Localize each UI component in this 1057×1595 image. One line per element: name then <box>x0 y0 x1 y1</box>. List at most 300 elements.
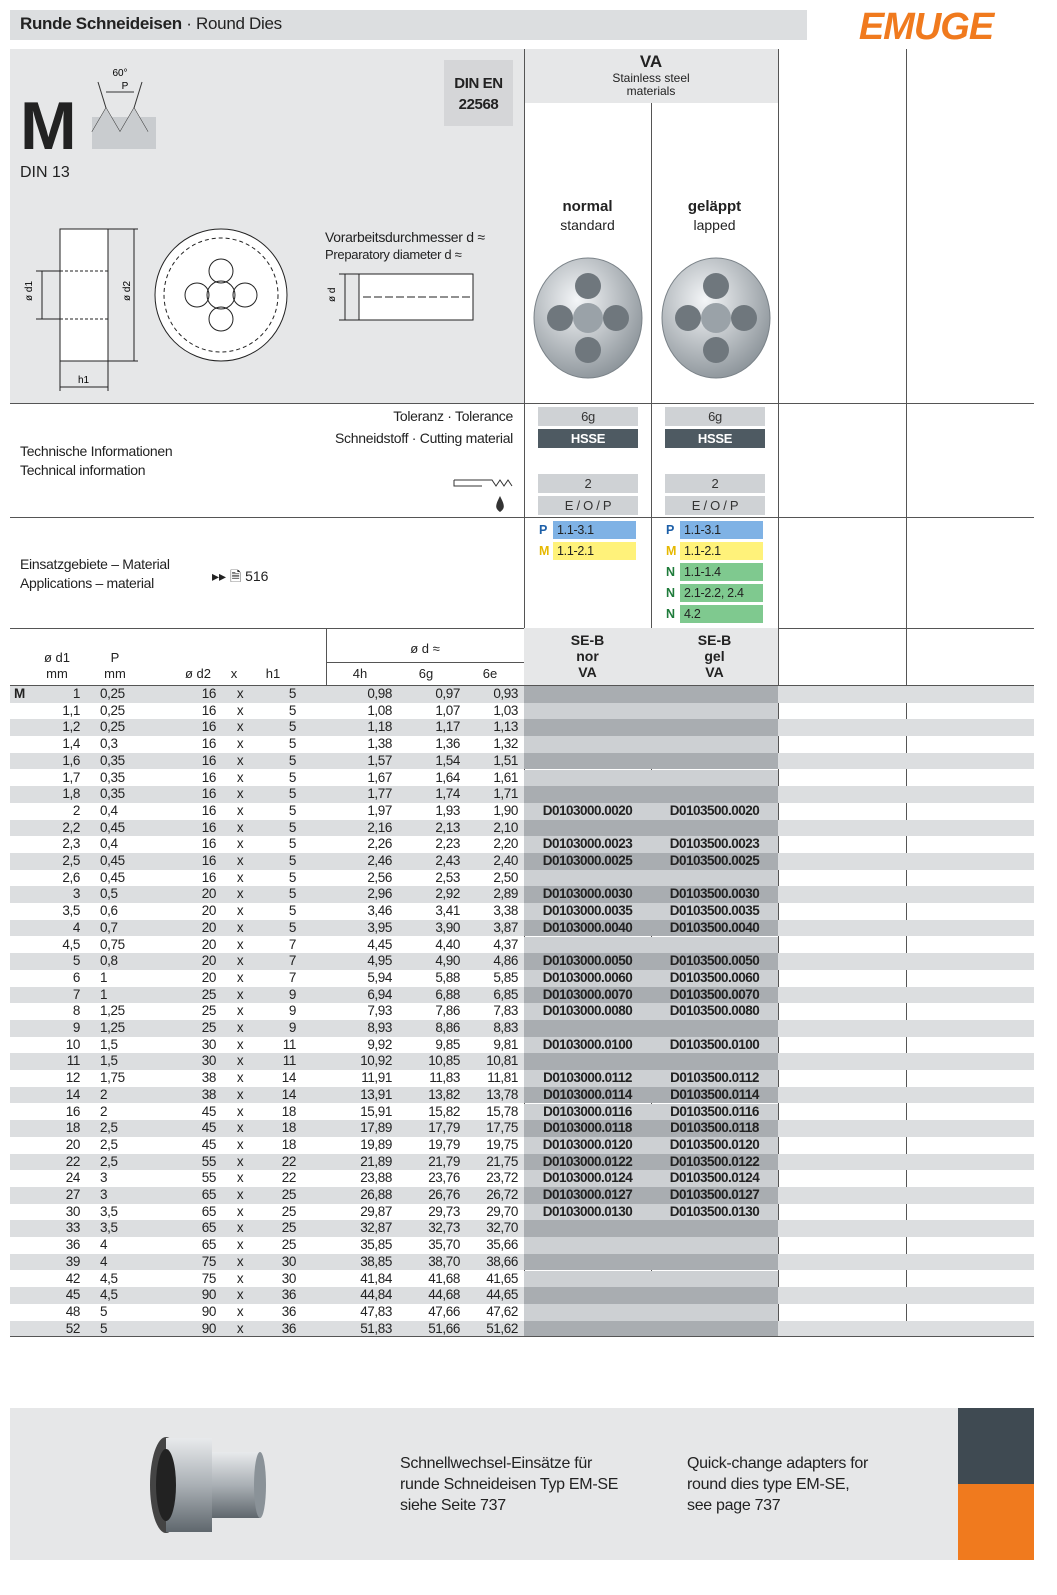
order-cell-bg <box>524 1304 778 1321</box>
cell-d-4h: 7,93 <box>367 1003 392 1019</box>
cell-d-6e: 4,86 <box>493 953 518 969</box>
cell-d1: 42 <box>65 1270 80 1286</box>
page-title: Runde Schneideisen · Round Dies <box>20 14 282 33</box>
cell-d2: 16 <box>201 769 216 785</box>
table-row <box>10 1170 1034 1187</box>
cell-d1: 48 <box>65 1303 80 1319</box>
cell-d2: 38 <box>201 1070 216 1086</box>
cell-d-4h: 41,84 <box>360 1270 392 1286</box>
apps-title-en: Applications – material <box>20 575 154 591</box>
cell-d-6e: 1,03 <box>493 702 518 718</box>
cell-h1: 5 <box>288 853 296 868</box>
cell-d-4h: 1,77 <box>367 786 392 802</box>
cell-d-6g: 17,79 <box>428 1120 460 1136</box>
cell-d-6e: 3,38 <box>493 903 518 919</box>
cell-d-6g: 32,73 <box>428 1220 460 1236</box>
table-row <box>10 753 1034 770</box>
cell-x: x <box>236 1220 244 1236</box>
cell-order-lapped[interactable]: D0103500.0122 <box>669 1153 760 1169</box>
cell-pitch: 4,5 <box>100 1270 118 1286</box>
cell-order-lapped[interactable]: D0103500.0030 <box>669 886 760 902</box>
cell-h1: 5 <box>288 752 296 768</box>
order-cell-bg <box>524 1287 778 1304</box>
cell-d-4h: 19,89 <box>360 1136 392 1152</box>
cell-h1: 5 <box>288 702 296 718</box>
cell-d-6g: 21,79 <box>428 1153 460 1169</box>
cell-d-4h: 4,95 <box>367 953 392 969</box>
cell-pitch: 0,5 <box>100 886 118 902</box>
table-row <box>10 920 1034 937</box>
order-cell-bg <box>524 937 778 954</box>
cell-d2: 65 <box>201 1220 216 1236</box>
footer-text-en: Quick-change adapters for round dies type EM-SE, see page 737 <box>687 1455 869 1514</box>
table-row <box>10 1271 1034 1288</box>
cutting-material-normal: HSSE <box>538 429 638 448</box>
footer-block-orange <box>958 1484 1034 1560</box>
cell-d-6e: 38,66 <box>486 1253 518 1269</box>
cell-h1: 9 <box>288 1020 296 1035</box>
cell-h1: 7 <box>288 969 296 985</box>
cell-d1: 1,8 <box>62 786 80 802</box>
cell-d-6e: 47,62 <box>486 1303 518 1319</box>
cell-d-6e: 1,90 <box>493 802 518 818</box>
cell-d1: 4,5 <box>62 936 80 952</box>
thread-letter: M <box>20 88 75 164</box>
cell-h1: 7 <box>288 936 296 952</box>
table-row <box>10 1204 1034 1221</box>
cell-order-normal[interactable]: D0103000.0020 <box>542 802 633 818</box>
cell-d-6g: 1,93 <box>435 802 460 818</box>
cell-d-4h: 23,88 <box>360 1170 392 1186</box>
cell-order-normal[interactable]: D0103000.0130 <box>542 1203 633 1219</box>
cell-d2: 90 <box>201 1320 216 1336</box>
col-order-normal: SE-B nor VA <box>570 632 605 680</box>
din-en-badge: DIN EN 22568 <box>444 60 513 126</box>
cell-d-6e: 2,40 <box>493 853 518 868</box>
cell-d-6e: 44,65 <box>486 1287 518 1303</box>
cell-d1: 36 <box>65 1237 80 1253</box>
table-row <box>10 786 1034 803</box>
order-cell-bg <box>524 703 778 720</box>
cell-pitch: 1,5 <box>100 1053 118 1069</box>
order-cell-bg <box>524 1237 778 1254</box>
cell-d2: 45 <box>201 1120 216 1136</box>
cell-d-6e: 11,81 <box>487 1070 518 1086</box>
blank-drawing <box>325 266 485 326</box>
cell-d-6g: 2,92 <box>435 886 460 902</box>
cell-d-4h: 44,84 <box>360 1287 392 1303</box>
cell-pitch: 0,45 <box>100 819 125 835</box>
cell-d2: 16 <box>201 702 216 718</box>
cell-pitch: 0,25 <box>100 702 125 718</box>
cell-order-normal[interactable]: D0103000.0122 <box>542 1153 633 1169</box>
cell-d-4h: 9,92 <box>367 1036 392 1052</box>
cell-h1: 36 <box>281 1320 296 1336</box>
table-row <box>10 736 1034 753</box>
cell-pitch: 1,5 <box>100 1036 118 1052</box>
table-row <box>10 1220 1034 1237</box>
cell-h1: 18 <box>281 1120 296 1136</box>
die-photo-lapped <box>660 256 772 380</box>
cell-pitch: 2,5 <box>100 1153 118 1169</box>
cell-d-6e: 35,66 <box>486 1237 518 1253</box>
cell-d-6g: 1,74 <box>435 786 460 802</box>
cell-h1: 5 <box>288 919 296 935</box>
cell-d2: 55 <box>201 1170 216 1186</box>
cell-d-4h: 2,16 <box>367 819 392 835</box>
cell-d-4h: 2,96 <box>367 886 392 902</box>
coolant-normal: E / O / P <box>538 496 638 515</box>
cell-pitch: 0,3 <box>100 736 118 752</box>
cell-d-4h: 1,97 <box>367 802 392 818</box>
cell-h1: 22 <box>281 1153 296 1169</box>
cell-pitch: 0,25 <box>100 719 125 735</box>
cell-d1: 4 <box>72 919 80 935</box>
svg-text:ø d: ø d <box>327 287 338 302</box>
table-row <box>10 1070 1034 1087</box>
variant-normal-en: standard <box>560 217 615 233</box>
cell-d2: 16 <box>201 853 216 868</box>
col-h1: h1 <box>265 666 281 681</box>
col-p: P <box>110 650 120 665</box>
table-row <box>10 1037 1034 1054</box>
cell-d-6g: 41,68 <box>428 1270 460 1286</box>
cell-h1: 9 <box>288 1003 296 1019</box>
cell-h1: 11 <box>282 1053 296 1069</box>
cell-d-4h: 2,56 <box>367 869 392 885</box>
table-row <box>10 1187 1034 1204</box>
chamfer-normal: 2 <box>538 474 638 493</box>
cell-x: x <box>236 1136 244 1152</box>
cell-h1: 7 <box>288 953 296 969</box>
cell-d-6e: 7,83 <box>493 1003 518 1019</box>
cell-x: x <box>236 903 244 919</box>
footer-block-dark <box>958 1408 1034 1484</box>
cell-order-lapped[interactable]: D0103500.0023 <box>669 836 760 852</box>
cell-d2: 55 <box>201 1153 216 1169</box>
cell-d-6e: 21,75 <box>486 1153 518 1169</box>
cell-order-lapped[interactable]: D0103500.0124 <box>669 1170 760 1186</box>
cell-x: x <box>236 686 244 701</box>
cell-d1: 1,1 <box>62 702 80 718</box>
cell-x: x <box>236 736 244 752</box>
cell-h1: 5 <box>288 786 296 802</box>
order-cell-bg <box>524 770 778 787</box>
col-d1-unit: mm <box>46 666 68 681</box>
cell-d-6e: 41,65 <box>486 1270 518 1286</box>
cell-d1: 14 <box>65 1086 80 1102</box>
cell-h1: 25 <box>281 1203 296 1219</box>
cell-d2: 65 <box>201 1187 216 1202</box>
cell-d-4h: 5,94 <box>367 969 392 985</box>
cell-x: x <box>236 1020 244 1035</box>
cell-order-normal[interactable]: D0103000.0023 <box>542 836 633 852</box>
cell-d-6e: 8,83 <box>493 1020 518 1035</box>
cell-h1: 36 <box>281 1303 296 1319</box>
cell-d-6e: 26,72 <box>486 1187 518 1202</box>
die-drawing <box>16 215 316 395</box>
cell-d1: 2,6 <box>62 869 80 885</box>
svg-text:ø d2: ø d2 <box>122 280 133 301</box>
cell-d-6e: 17,75 <box>486 1120 518 1136</box>
cell-order-normal[interactable]: D0103000.0060 <box>542 969 633 985</box>
cell-order-normal[interactable]: D0103000.0025 <box>542 853 633 868</box>
cell-d-6e: 1,61 <box>493 769 518 785</box>
cell-d2: 16 <box>201 686 216 701</box>
cell-d-6g: 13,82 <box>428 1086 460 1102</box>
cell-d-6g: 6,88 <box>435 986 460 1002</box>
cell-d-6g: 1,64 <box>435 769 460 785</box>
cell-d1: 9 <box>72 1020 80 1035</box>
cell-h1: 30 <box>281 1270 296 1286</box>
cell-h1: 5 <box>288 686 296 701</box>
cell-d-6g: 1,07 <box>435 702 460 718</box>
col-d2: ø d2 <box>184 666 211 681</box>
cell-d1: 1 <box>72 686 80 701</box>
cell-d2: 45 <box>201 1136 216 1152</box>
cell-d1: 33 <box>65 1220 80 1236</box>
cell-pitch: 3 <box>100 1187 108 1202</box>
cell-d1: 2,3 <box>62 836 80 852</box>
order-cell-bg <box>524 719 778 736</box>
table-row <box>10 1254 1034 1271</box>
cell-d-6e: 9,81 <box>493 1036 518 1052</box>
cell-d-6e: 15,78 <box>486 1103 518 1119</box>
cell-pitch: 0,6 <box>100 903 118 919</box>
cell-d-4h: 35,85 <box>360 1237 392 1253</box>
table-row <box>10 719 1034 736</box>
cell-h1: 18 <box>281 1136 296 1152</box>
cell-order-lapped[interactable]: D0103500.0035 <box>669 903 760 919</box>
cell-x: x <box>236 769 244 785</box>
cell-order-normal[interactable]: D0103000.0050 <box>542 953 633 969</box>
cell-order-normal[interactable]: D0103000.0080 <box>542 1003 633 1019</box>
col-6e: 6e <box>482 666 498 681</box>
prep-diameter-de: Vorarbeitsdurchmesser d ≈ <box>325 229 485 245</box>
cell-d2: 90 <box>201 1287 216 1303</box>
cell-order-normal[interactable]: D0103000.0040 <box>542 919 633 935</box>
cell-d1: 2,2 <box>62 819 80 835</box>
table-row <box>10 853 1034 870</box>
cell-pitch: 0,35 <box>100 786 125 802</box>
cell-d2: 16 <box>201 819 216 835</box>
emuge-logo <box>808 10 1038 42</box>
cell-x: x <box>236 1070 244 1086</box>
cell-order-lapped[interactable]: D0103500.0127 <box>669 1187 760 1202</box>
cell-order-normal[interactable]: D0103000.0100 <box>542 1036 633 1052</box>
cell-d-4h: 1,67 <box>367 769 392 785</box>
col-order-lapped: SE-B gel VA <box>697 632 732 680</box>
cell-d-6g: 0,97 <box>435 686 460 701</box>
cell-pitch: 0,45 <box>100 853 125 868</box>
cell-order-lapped[interactable]: D0103500.0116 <box>670 1103 759 1119</box>
cell-d-6e: 2,89 <box>493 886 518 902</box>
cell-h1: 14 <box>281 1086 296 1102</box>
cell-d-6g: 19,79 <box>428 1136 460 1152</box>
cell-d1: 39 <box>65 1253 80 1269</box>
cell-d2: 90 <box>201 1303 216 1319</box>
app-lapped-P: P 1.1-3.1 <box>664 521 680 539</box>
cell-d2: 20 <box>201 919 216 935</box>
cell-d-4h: 1,08 <box>367 702 392 718</box>
cell-pitch: 3,5 <box>100 1203 118 1219</box>
col-d1: ø d1 <box>43 650 70 665</box>
cell-h1: 5 <box>288 869 296 885</box>
cell-pitch: 3 <box>100 1170 108 1186</box>
cell-d-6e: 0,93 <box>493 686 518 701</box>
apps-page-ref[interactable]: ▸▸ 🗎 516 <box>212 568 269 584</box>
cell-order-normal[interactable]: D0103000.0070 <box>542 986 633 1002</box>
cell-order-normal[interactable]: D0103000.0127 <box>542 1187 633 1202</box>
cell-x: x <box>236 702 244 718</box>
cell-d2: 20 <box>201 969 216 985</box>
cell-d1: 22 <box>65 1153 80 1169</box>
cell-d-4h: 32,87 <box>360 1220 392 1236</box>
cell-d1: 7 <box>72 986 80 1002</box>
table-row <box>10 686 1034 703</box>
cell-h1: 25 <box>281 1237 296 1253</box>
cell-d1: 24 <box>65 1170 80 1186</box>
cell-order-lapped[interactable]: D0103500.0020 <box>669 802 760 818</box>
cell-h1: 25 <box>281 1220 296 1236</box>
cell-order-normal[interactable]: D0103000.0112 <box>543 1070 632 1086</box>
cell-x: x <box>236 1253 244 1269</box>
cell-d2: 16 <box>201 869 216 885</box>
cell-order-lapped[interactable]: D0103500.0114 <box>670 1086 759 1102</box>
arrow-icon: ▸▸ <box>212 568 227 584</box>
cell-order-normal[interactable]: D0103000.0116 <box>543 1103 632 1119</box>
cell-x: x <box>236 819 244 835</box>
cell-d-4h: 2,26 <box>367 836 392 852</box>
order-cell-bg <box>524 1321 778 1338</box>
cell-x: x <box>236 1270 244 1286</box>
cell-d2: 20 <box>201 886 216 902</box>
cell-x: x <box>236 1036 244 1052</box>
col-4h: 4h <box>352 666 368 681</box>
cell-x: x <box>236 1103 244 1119</box>
cell-d1: 10 <box>65 1036 80 1052</box>
cell-d-6g: 8,86 <box>435 1020 460 1035</box>
col-6g: 6g <box>418 666 434 681</box>
cell-x: x <box>236 886 244 902</box>
cell-order-lapped[interactable]: D0103500.0040 <box>669 919 760 935</box>
variant-lapped-de: geläppt <box>687 198 742 215</box>
cell-order-normal[interactable]: D0103000.0124 <box>542 1170 633 1186</box>
cell-x: x <box>236 1303 244 1319</box>
cell-pitch: 2,5 <box>100 1136 118 1152</box>
cell-d1: 2,5 <box>62 853 80 868</box>
cell-d-6e: 19,75 <box>486 1136 518 1152</box>
cell-pitch: 2 <box>100 1086 108 1102</box>
material-line1: Stainless steel <box>612 71 690 85</box>
cell-d-4h: 38,85 <box>360 1253 392 1269</box>
cell-d1: 18 <box>65 1120 80 1136</box>
cell-d2: 16 <box>201 802 216 818</box>
cell-d-4h: 4,45 <box>367 936 392 952</box>
cell-x: x <box>236 1120 244 1136</box>
cell-order-lapped[interactable]: D0103500.0080 <box>669 1003 760 1019</box>
cell-order-lapped[interactable]: D0103500.0100 <box>669 1036 760 1052</box>
cell-h1: 36 <box>281 1287 296 1303</box>
cell-d2: 38 <box>201 1086 216 1102</box>
cell-order-normal[interactable]: D0103000.0118 <box>543 1120 632 1136</box>
cell-d-6e: 13,78 <box>486 1086 518 1102</box>
cell-d2: 65 <box>201 1203 216 1219</box>
cell-order-normal[interactable]: D0103000.0035 <box>542 903 633 919</box>
cell-order-normal[interactable]: D0103000.0114 <box>543 1086 632 1102</box>
cell-d-6e: 2,50 <box>493 869 518 885</box>
order-cell-bg <box>524 1020 778 1037</box>
table-row <box>10 1137 1034 1154</box>
cell-d-6g: 7,86 <box>435 1003 460 1019</box>
cell-h1: 5 <box>288 819 296 835</box>
cell-pitch: 1,75 <box>100 1070 125 1086</box>
prep-diameter-en: Preparatory diameter d ≈ <box>325 247 462 262</box>
cell-h1: 22 <box>281 1170 296 1186</box>
cell-x: x <box>236 1153 244 1169</box>
material-code: VA <box>639 52 663 71</box>
tech-title-de: Technische Informationen <box>20 443 173 459</box>
order-cell-bg <box>524 1220 778 1237</box>
footer-text-de: Schnellwechsel-Einsätze für runde Schneideisen Typ EM-SE siehe Seite 737 <box>400 1455 619 1514</box>
cell-d-6e: 23,72 <box>486 1170 518 1186</box>
cell-order-lapped[interactable]: D0103500.0112 <box>670 1070 759 1086</box>
cell-d-6g: 3,90 <box>435 919 460 935</box>
cell-order-lapped[interactable]: D0103500.0118 <box>670 1120 759 1136</box>
cell-order-lapped[interactable]: D0103500.0050 <box>669 953 760 969</box>
cell-d-4h: 3,46 <box>367 903 392 919</box>
cell-d1: 1,7 <box>62 769 80 785</box>
cell-order-lapped[interactable]: D0103500.0060 <box>669 969 760 985</box>
cell-x: x <box>236 1320 244 1336</box>
cell-d-4h: 51,83 <box>360 1320 392 1336</box>
cell-d-6g: 15,82 <box>428 1103 460 1119</box>
apps-title-de: Einsatzgebiete – Material <box>20 556 170 572</box>
cell-d1: 45 <box>65 1287 80 1303</box>
cell-d2: 16 <box>201 719 216 735</box>
cell-d1: 3,5 <box>62 903 80 919</box>
app-lapped-N2: N 2.1-2.2, 2.4 <box>664 584 680 602</box>
cell-d2: 30 <box>201 1036 216 1052</box>
cell-order-lapped[interactable]: D0103500.0025 <box>669 853 760 868</box>
cell-d2: 20 <box>201 903 216 919</box>
table-row <box>10 836 1034 853</box>
cell-h1: 5 <box>288 903 296 919</box>
logo-text: EMUGE <box>858 10 994 42</box>
cell-d2: 30 <box>201 1053 216 1069</box>
cell-order-lapped[interactable]: D0103500.0070 <box>669 986 760 1002</box>
cell-order-lapped[interactable]: D0103500.0130 <box>669 1203 760 1219</box>
col-x: x <box>230 666 238 681</box>
cell-x: x <box>236 1187 244 1202</box>
cell-order-normal[interactable]: D0103000.0120 <box>542 1136 633 1152</box>
cell-pitch: 1,25 <box>100 1003 125 1019</box>
cell-d1: 30 <box>65 1203 80 1219</box>
cell-d1: 6 <box>72 969 80 985</box>
cell-pitch: 0,75 <box>100 936 125 952</box>
cell-d1: 1,2 <box>62 719 80 735</box>
svg-text:h1: h1 <box>78 375 90 386</box>
cell-h1: 5 <box>288 769 296 785</box>
cell-order-normal[interactable]: D0103000.0030 <box>542 886 633 902</box>
cell-order-lapped[interactable]: D0103500.0120 <box>669 1136 760 1152</box>
cell-d-4h: 15,91 <box>360 1103 392 1119</box>
cell-x: x <box>236 1287 244 1303</box>
cell-x: x <box>236 802 244 818</box>
app-lapped-N3: N 4.2 <box>664 605 680 623</box>
cell-d-4h: 6,94 <box>367 986 392 1002</box>
cell-d-4h: 11,91 <box>361 1070 392 1086</box>
